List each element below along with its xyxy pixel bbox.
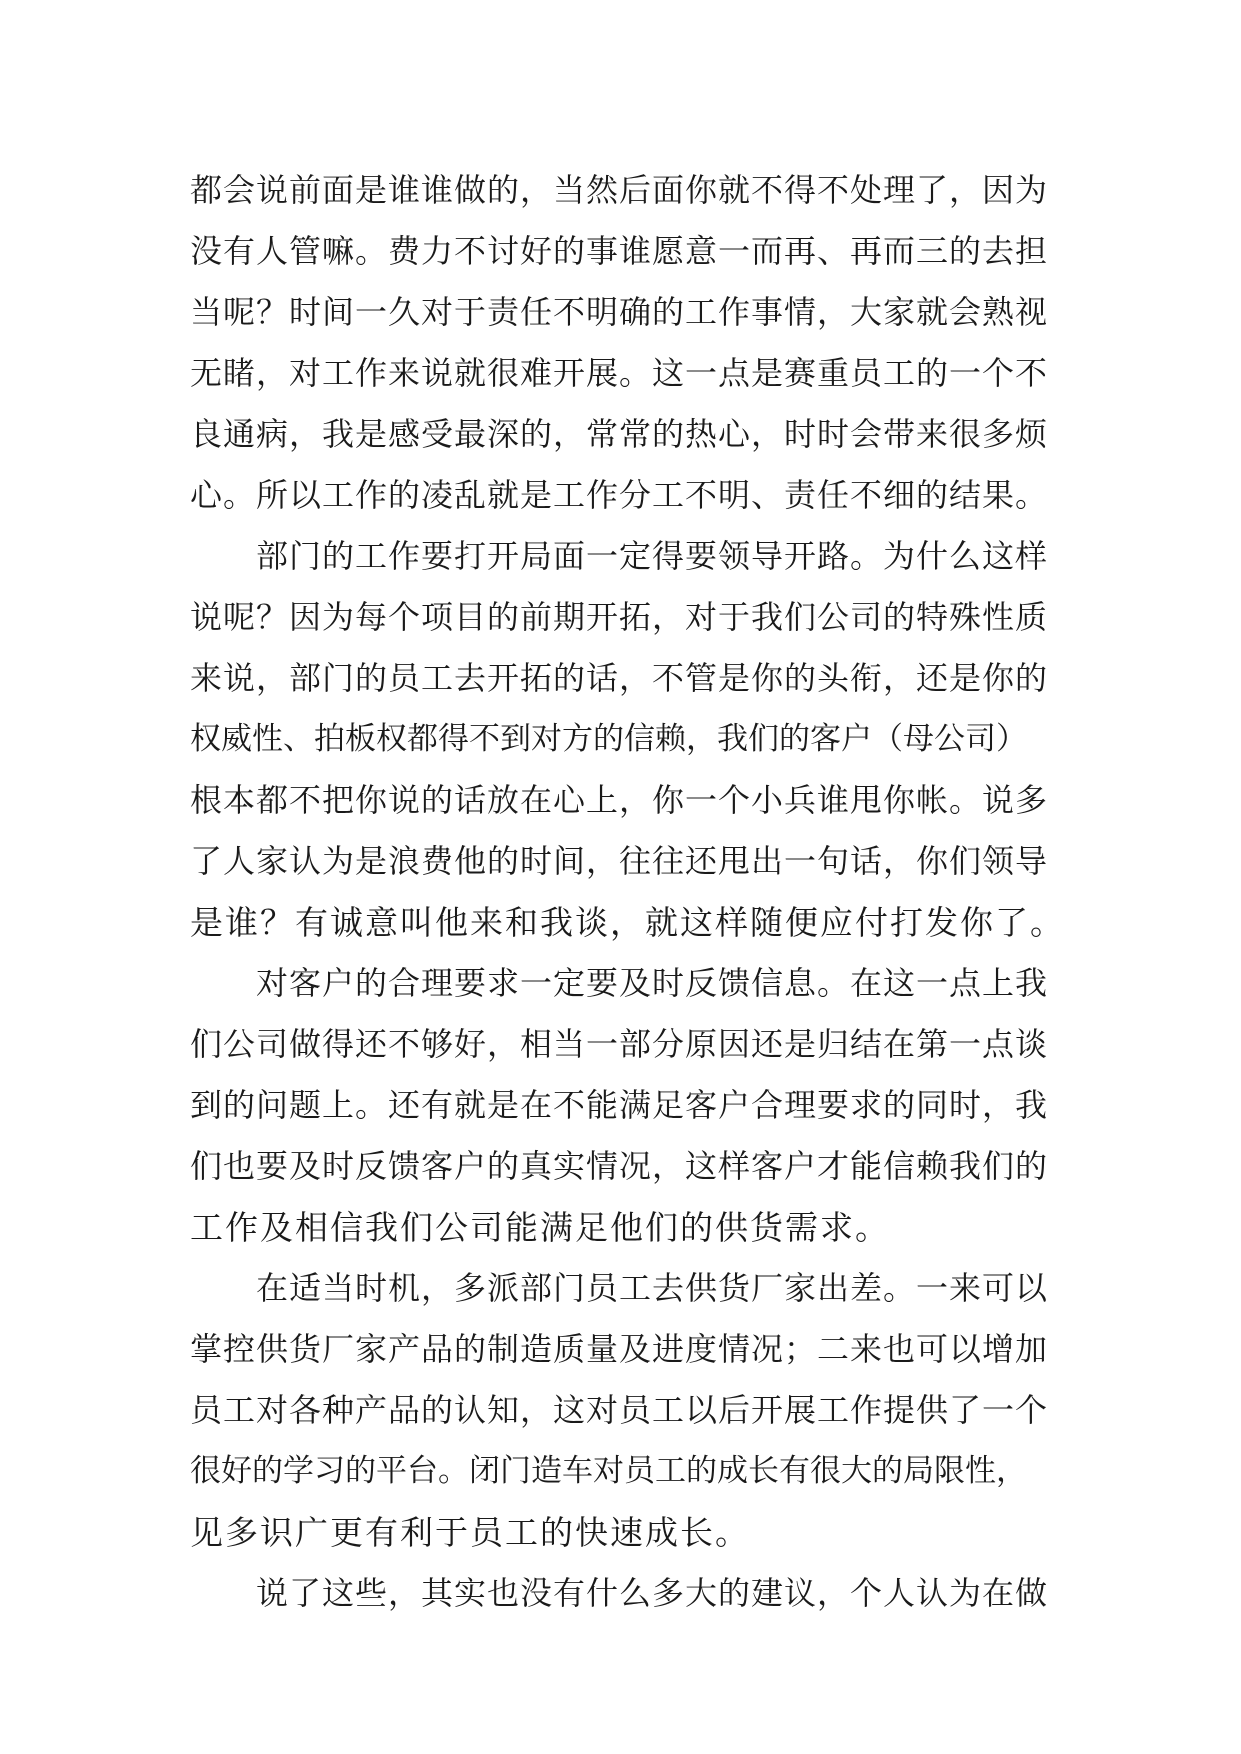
text-line: 们公司做得还不够好，相当一部分原因还是归结在第一点谈 [190,1025,1049,1063]
text-line: 部门的工作要打开局面一定得要领导开路。为什么这样 [256,537,1049,575]
text-line: 说呢？因为每个项目的前期开拓，对于我们公司的特殊性质 [190,598,1049,636]
text-line: 工作及相信我们公司能满足他们的供货需求。 [190,1208,890,1247]
text-line: 没有人管嘛。费力不讨好的事谁愿意一而再、再而三的去担 [190,232,1049,270]
paragraph-1 [190,160,1070,526]
text-line: 是谁？有诚意叫他来和我谈，就这样随便应付打发你了。 [190,903,1065,942]
text-line: 当呢？时间一久对于责任不明确的工作事情，大家就会熟视 [190,293,1049,331]
paragraph-4 [190,1258,1070,1563]
paragraph-3 [190,953,1070,1258]
text-line: 心。所以工作的凌乱就是工作分工不明、责任不细的结果。 [190,476,1049,514]
text-line: 了人家认为是浪费他的时间，往往还甩出一句话，你们领导 [190,842,1049,880]
text-line: 良通病，我是感受最深的，常常的热心，时时会带来很多烦 [190,415,1049,453]
paragraph-2 [190,526,1070,953]
body-text [190,160,1070,1624]
text-line: 说了这些，其实也没有什么多大的建议，个人认为在做 [256,1574,1049,1612]
text-line: 员工对各种产品的认知，这对员工以后开展工作提供了一个 [190,1391,1049,1429]
text-line: 到的问题上。还有就是在不能满足客户合理要求的同时，我 [190,1086,1049,1124]
text-line: 在适当时机，多派部门员工去供货厂家出差。一来可以 [256,1269,1049,1307]
paragraph-5 [190,1563,1070,1624]
text-line: 无睹，对工作来说就很难开展。这一点是赛重员工的一个不 [190,354,1049,392]
text-line: 见多识广更有利于员工的快速成长。 [190,1513,750,1552]
text-line: 掌控供货厂家产品的制造质量及进度情况；二来也可以增加 [190,1330,1049,1368]
text-line: 都会说前面是谁谁做的，当然后面你就不得不处理了，因为 [190,171,1049,209]
text-line: 们也要及时反馈客户的真实情况，这样客户才能信赖我们的 [190,1147,1049,1185]
text-line: 根本都不把你说的话放在心上，你一个小兵谁甩你帐。说多 [190,781,1049,819]
text-line: 很好的学习的平台。闭门造车对员工的成长有很大的局限性， [190,1453,1027,1489]
text-line: 权威性、拍板权都得不到对方的信赖，我们的客户（母公司） [190,721,1027,757]
text-line: 对客户的合理要求一定要及时反馈信息。在这一点上我 [256,964,1049,1002]
text-line: 来说，部门的员工去开拓的话，不管是你的头衔，还是你的 [190,659,1049,697]
